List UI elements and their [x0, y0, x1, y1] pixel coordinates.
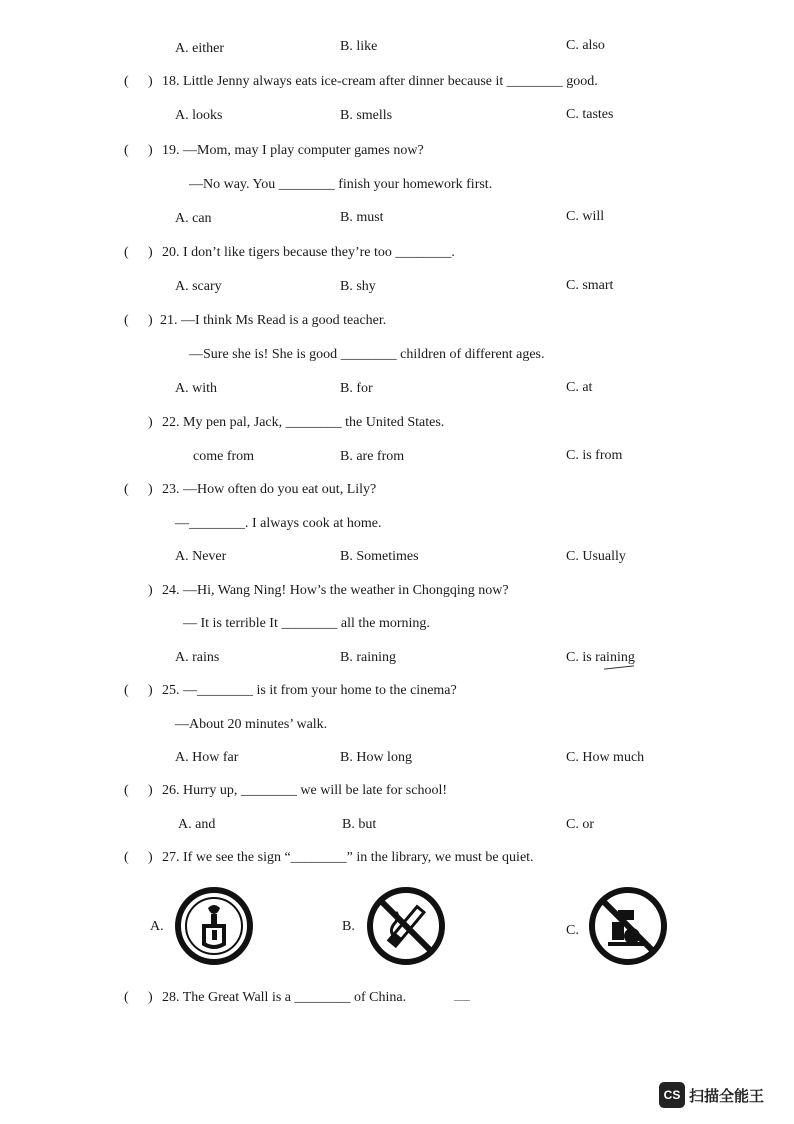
option-b: B. but [342, 817, 377, 832]
option-a: A. Never [175, 549, 227, 564]
answer-bracket-close: ) [148, 143, 153, 158]
question-reply: —________. I always cook at home. [175, 516, 382, 531]
answer-bracket-open: ( [124, 74, 129, 89]
option-b: B. Sometimes [340, 549, 419, 564]
option-b: B. [342, 919, 355, 934]
answer-bracket-close: ) [148, 313, 153, 328]
question-reply: — It is terrible It ________ all the morning. [183, 616, 430, 631]
option-a: come from [193, 449, 255, 464]
option-b: B. for [340, 381, 373, 396]
option-a: A. How far [175, 750, 239, 765]
answer-bracket-close: ) [148, 415, 153, 430]
option-c: C. tastes [566, 107, 614, 122]
option-c: C. [566, 923, 579, 938]
question-number: 24. [162, 583, 180, 598]
option-b: B. are from [340, 449, 405, 464]
question-text: —Hi, Wang Ning! How’s the weather in Chongqing now? [183, 583, 509, 598]
question-text: My pen pal, Jack, ________ the United States. [183, 415, 445, 430]
question-reply: —Sure she is! She is good ________ children of different ages. [189, 347, 545, 362]
option-c: C. at [566, 380, 593, 395]
answer-bracket-open: ( [124, 143, 129, 158]
question-number: 21. [160, 313, 178, 328]
answer-bracket-close: ) [148, 990, 153, 1005]
scanner-watermark-logo [659, 1082, 764, 1108]
option-c: C. Usually [566, 549, 626, 564]
question-reply: —About 20 minutes’ walk. [175, 717, 328, 732]
question-text: If we see the sign “________” in the library, we must be quiet. [183, 850, 534, 865]
question-text: —________ is it from your home to the cinema? [183, 683, 457, 698]
option-a: A. with [175, 381, 217, 396]
answer-bracket-close: ) [148, 850, 153, 865]
option-c: C. is from [566, 448, 623, 463]
question-text: —I think Ms Read is a good teacher. [181, 313, 387, 328]
question-text: The Great Wall is a ________ of China. [182, 990, 407, 1005]
no-smoking-sign-icon [366, 886, 446, 966]
question-number: 23. [162, 482, 180, 497]
scanner-app-name: 扫描全能王 [689, 1086, 765, 1105]
question-number: 22. [162, 415, 180, 430]
answer-bracket-close: ) [148, 583, 153, 598]
option-a: A. looks [175, 108, 223, 123]
question-number: 27. [162, 850, 180, 865]
question-number: 28. [162, 990, 180, 1005]
answer-bracket-close: ) [148, 482, 153, 497]
answer-bracket-open: ( [124, 783, 129, 798]
option-a: A. can [175, 211, 212, 226]
option-a: A. either [175, 41, 224, 56]
answer-bracket-open: ( [124, 482, 129, 497]
option-c: C. also [566, 38, 605, 53]
question-text: —Mom, may I play computer games now? [183, 143, 424, 158]
question-reply: —No way. You ________ finish your homework first. [189, 177, 493, 192]
option-b: B. How long [340, 750, 412, 765]
question-number: 19. [162, 143, 180, 158]
no-noise-sign-icon [174, 886, 254, 966]
cs-logo-icon: CS [659, 1082, 685, 1108]
question-text: I don’t like tigers because they’re too ________. [183, 245, 455, 260]
option-c: C. will [566, 209, 605, 224]
option-b: B. smells [340, 108, 393, 123]
option-c: C. smart [566, 278, 614, 293]
answer-bracket-close: ) [148, 783, 153, 798]
answer-bracket-close: ) [148, 74, 153, 89]
answer-bracket-close: ) [148, 683, 153, 698]
question-number: 25. [162, 683, 180, 698]
answer-bracket-open: ( [124, 313, 129, 328]
answer-bracket-open: ( [124, 683, 129, 698]
option-c: C. is raining [566, 650, 635, 665]
scan-speck [454, 1000, 470, 1001]
answer-bracket-close: ) [148, 245, 153, 260]
option-c: C. or [566, 817, 594, 832]
question-text: —How often do you eat out, Lily? [183, 482, 377, 497]
option-a: A. scary [175, 279, 222, 294]
option-b: B. raining [340, 650, 396, 665]
option-a: A. [150, 919, 164, 934]
question-number: 20. [162, 245, 180, 260]
answer-bracket-open: ( [124, 990, 129, 1005]
option-b: B. like [340, 39, 378, 54]
question-text: Hurry up, ________ we will be late for school! [183, 783, 447, 798]
answer-bracket-open: ( [124, 850, 129, 865]
answer-bracket-open: ( [124, 245, 129, 260]
question-number: 26. [162, 783, 180, 798]
option-a: A. and [178, 817, 216, 832]
option-c: C. How much [566, 750, 645, 765]
option-b: B. shy [340, 279, 376, 294]
option-b: B. must [340, 210, 384, 225]
no-food-sign-icon [588, 886, 668, 966]
option-a: A. rains [175, 650, 220, 665]
question-text: Little Jenny always eats ice-cream after dinner because it ________ good. [183, 74, 598, 89]
question-number: 18. [162, 74, 180, 89]
